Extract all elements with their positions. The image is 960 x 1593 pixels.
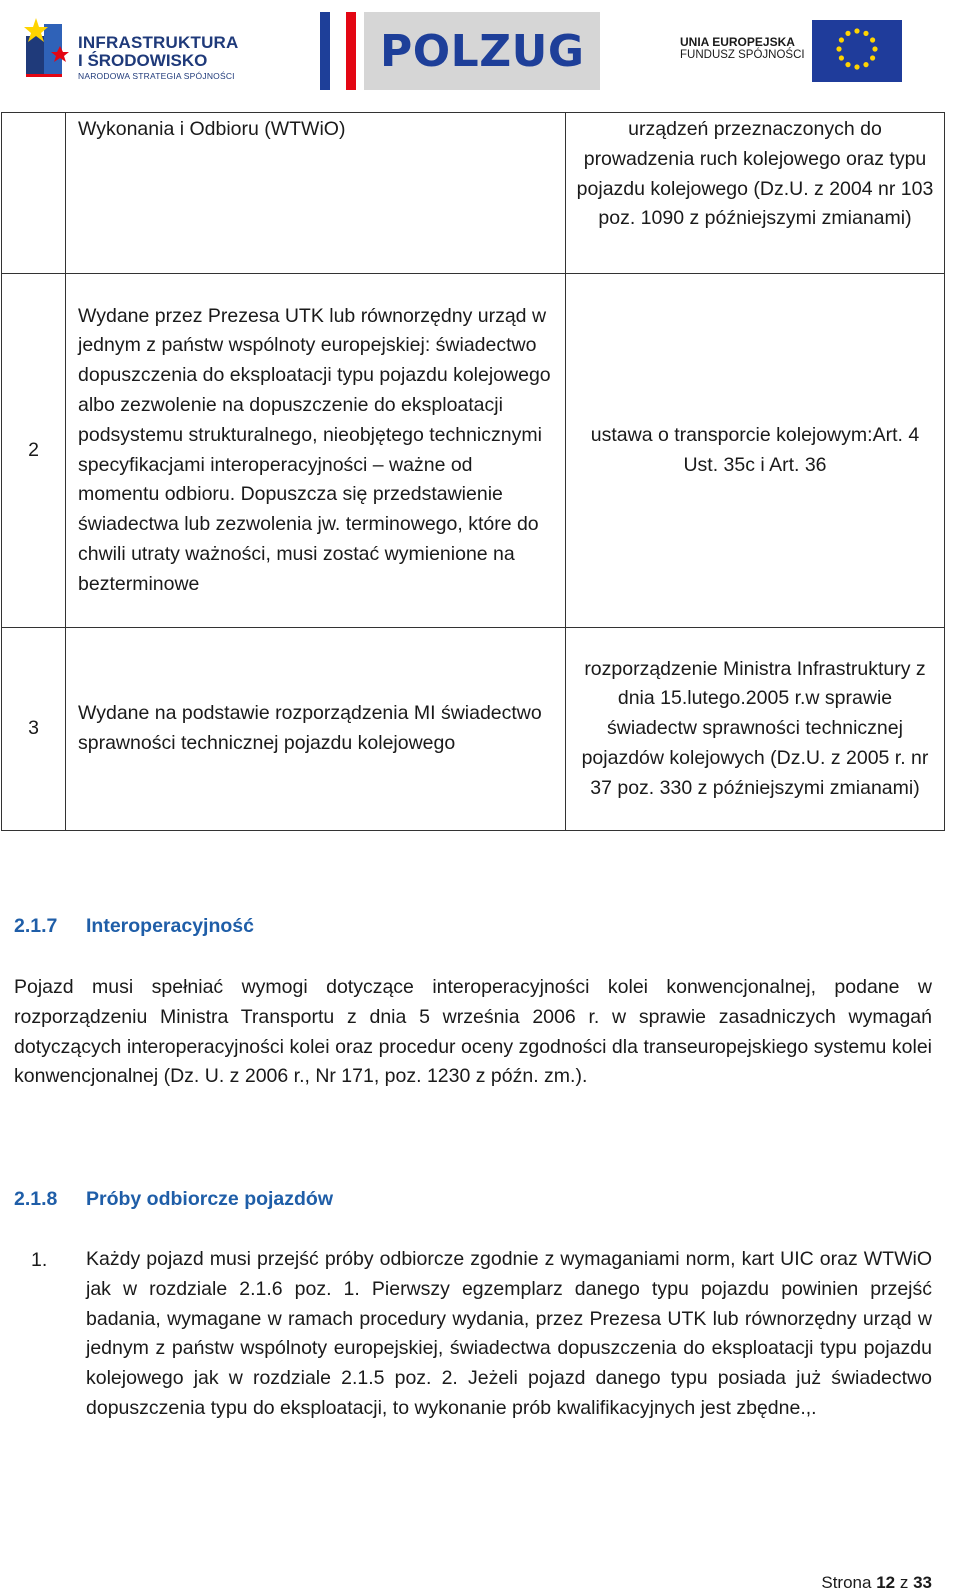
row-reference: rozporządzenie Ministra Infrastruktury z dnia 15.lutego.2005 r.w sprawie świadectw sprawności technicznej pojazdów kolejowych (Dz.U. z 2005 r. nr 37 poz. 330 z późniejszymi zmianami)	[566, 628, 945, 831]
requirements-table	[1, 112, 945, 831]
page-footer	[821, 1573, 932, 1593]
section-title: Próby odbiorcze pojazdów	[86, 1188, 334, 1210]
star-logo-icon	[20, 16, 78, 82]
list-item-number: 1.	[31, 1249, 48, 1271]
row-number	[2, 113, 66, 274]
logo-unia-europejska	[680, 20, 905, 82]
row-description: Wykonania i Odbioru (WTWiO)	[66, 113, 566, 274]
section-paragraph: Pojazd musi spełniać wymogi dotyczące interoperacyjności kolei konwencjonalnej, podane w rozporządzeniu Ministra Transportu z dnia 5 września 2006 r. w sprawie zasadniczych wymagań dotyczących interoperacyjności kolei oraz procedur oceny zgodności dla transeuropejskiego systemu kolei konwencjonalnej (Dz. U. z 2006 r., Nr 171, poz. 1230 z późn. zm.).	[14, 976, 932, 1088]
polzug-wordmark: POLZUG	[380, 26, 585, 77]
row-description: Wydane na podstawie rozporządzenia MI świadectwo sprawności technicznej pojazdu kolejowego	[66, 628, 566, 831]
row-reference: ustawa o transporcie kolejowym:Art. 4 Ust. 35c i Art. 36	[566, 274, 945, 628]
section-heading-2-1-7	[14, 915, 254, 938]
row-number: 2	[2, 274, 66, 628]
section-heading-2-1-8	[14, 1188, 333, 1211]
eu-flag-icon	[812, 20, 902, 82]
section-title: Interoperacyjność	[86, 915, 254, 937]
logo-polzug	[320, 12, 600, 90]
row-reference: urządzeń przeznaczonych do prowadzenia ruch kolejowego oraz typu pojazdu kolejowego (Dz.U. z 2004 nr 103 poz. 1090 z późniejszymi zmianami)	[566, 113, 945, 274]
footer-separator: z	[899, 1573, 909, 1592]
table-row	[2, 628, 945, 831]
footer-prefix: Strona	[821, 1573, 872, 1592]
logo-left-line1: INFRASTRUKTURA	[78, 33, 239, 52]
logo-infrastruktura-srodowisko	[20, 16, 239, 86]
list-item: Każdy pojazd musi przejść próby odbiorcze zgodnie z wymaganiami norm, kart UIC oraz WTWiO jak w rozdziale 2.1.6 poz. 1. Pierwszy egzemplarz danego typu pojazdu powinien przejść badania, wymagane w ramach procedury wydania, przez Prezesa UTK lub równorzędny urząd w jednym z państw wspólnoty europejskiej, świadectwa dopuszczenia do eksploatacji typu pojazdu kolejowego jak w rozdziale 2.1.5 poz. 2. Jeżeli pojazd danego typu posiada już świadectwo dopuszczenia typu do eksploatacji, to wykonanie prób kwalifikacyjnych jest zbędne.,.	[86, 1248, 932, 1419]
logo-ue-line1: UNIA EUROPEJSKA	[680, 35, 795, 49]
row-number: 3	[2, 628, 66, 831]
polzug-stripes-icon	[320, 12, 356, 90]
logo-ue-line2: FUNDUSZ SPÓJNOŚCI	[680, 49, 805, 62]
logo-left-line3: NARODOWA STRATEGIA SPÓJNOŚCI	[78, 71, 235, 81]
section-number: 2.1.7	[14, 915, 58, 937]
table-row	[2, 274, 945, 628]
table-row	[2, 113, 945, 274]
row-description: Wydane przez Prezesa UTK lub równorzędny urząd w jednym z państw wspólnoty europejskiej: świadectwo dopuszczenia do eksploatacji typu pojazdu kolejowego albo zezwolenie na dopuszczenie do eksploatacji podsystemu strukturalnego, nieobjętego technicznymi specyfikacjami interoperacyjności – ważne od momentu odbioru. Dopuszcza się przedstawienie świadectwa lub zezwolenia jw. terminowego, które do chwili utraty ważności, musi zostać wymienione na bezterminowe	[66, 274, 566, 628]
section-number: 2.1.8	[14, 1188, 58, 1210]
footer-page-number: 12	[876, 1573, 896, 1592]
logo-left-line2: I ŚRODOWISKO	[78, 51, 208, 70]
footer-total-pages: 33	[913, 1573, 932, 1592]
